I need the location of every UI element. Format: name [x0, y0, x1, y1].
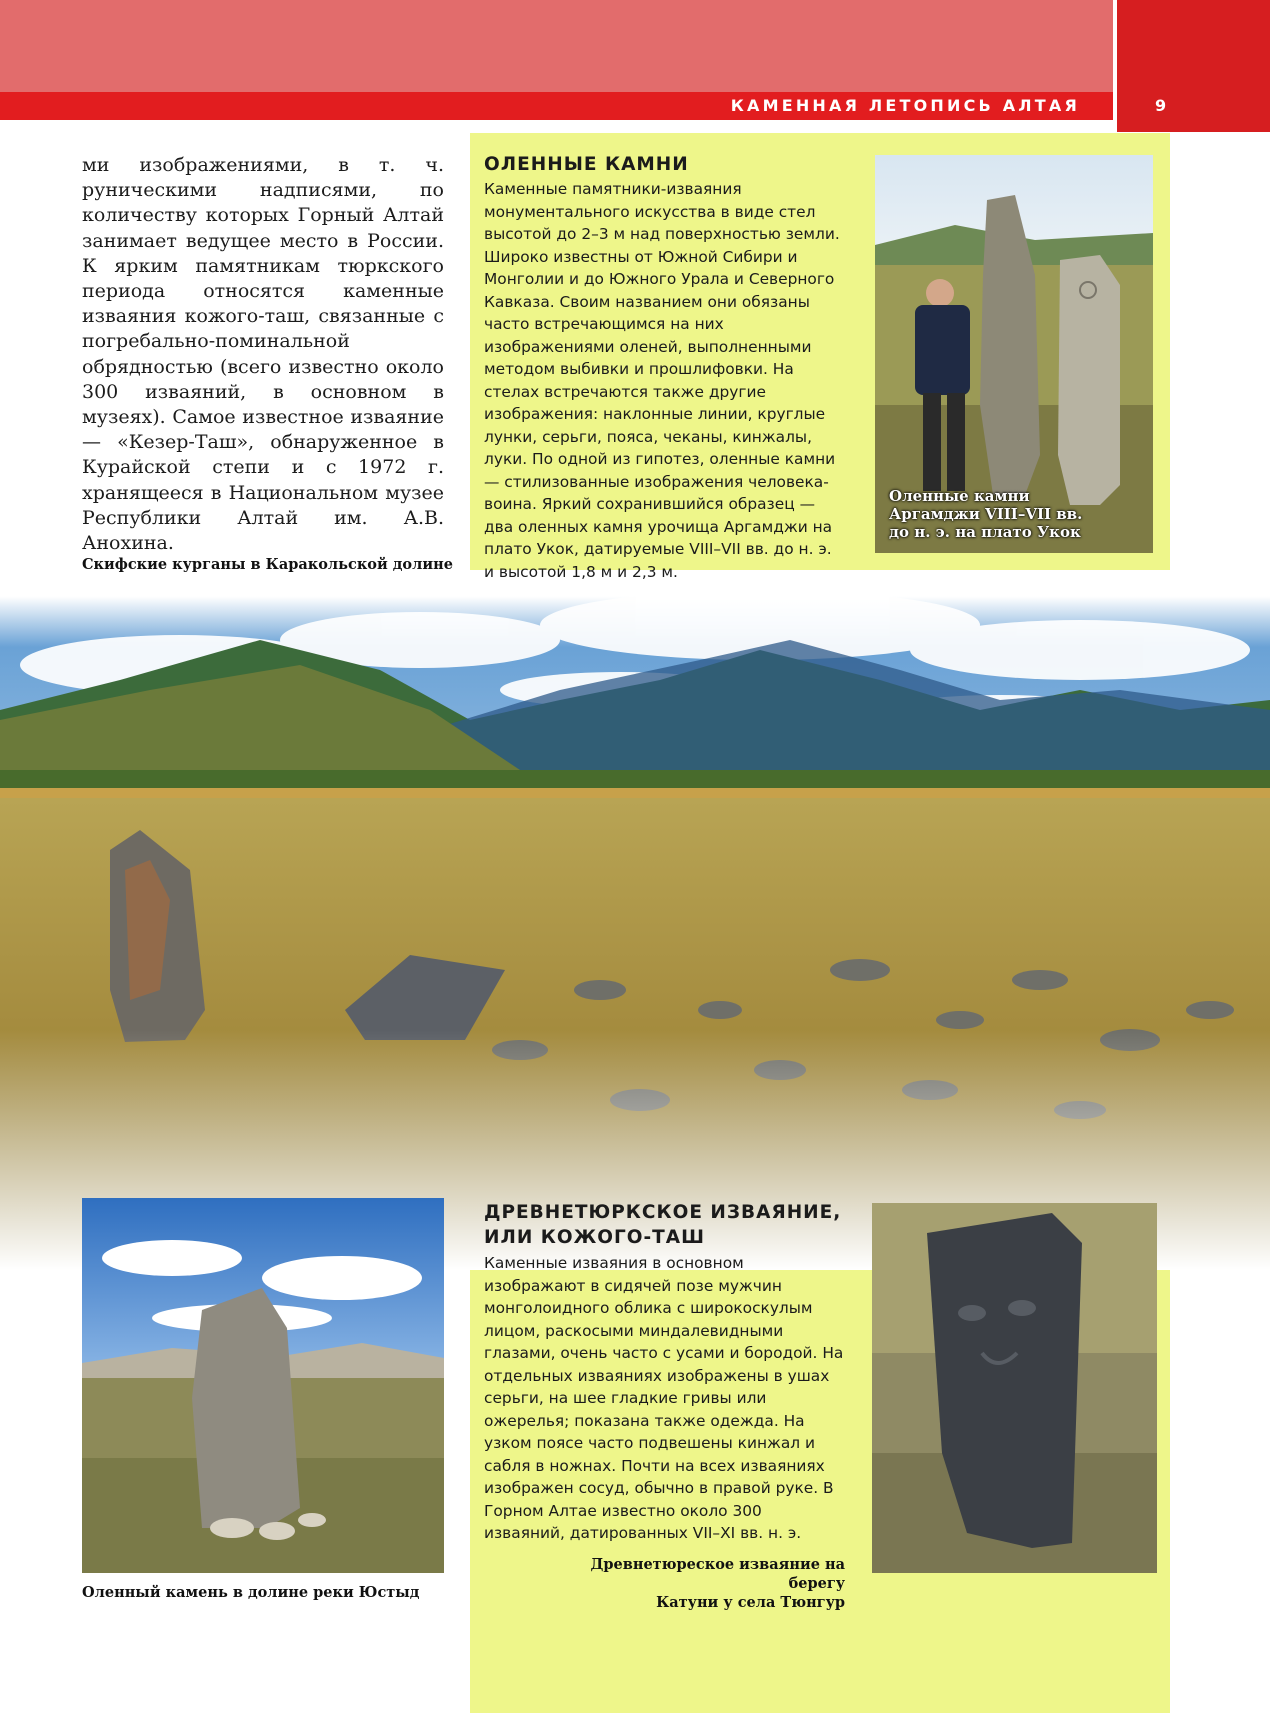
page-number-box [1117, 0, 1270, 132]
deer-stones-text: Каменные памятники-изваяния монументального искусства в виде стел высотой до 2–3 м над поверхностью земли. Широко известны от Южной Сибири и Монголии и до Южного Урала и Северного Кавказа. Своим названием они обязаны часто встречающимся на них изображениями оленей, выполненными методом выбивки и прошлифовки. На стелах встречаются также другие изображения: наклонные линии, круглые лунки, серьги, пояса, чеканы, кинжалы, луки. По одной из гипотез, оленные камни — стилизованные изображения человека-воина. Яркий сохранившийся образец — два оленных камня урочища Аргамджи на плато Укок, датируемые VIII–VII вв. до н. э. и высотой 1,8 м и 2,3 м. [484, 180, 840, 581]
kozhogo-tash-text: Каменные изваяния в основном изображают в сидячей позе мужчин монголоидного облика с широкоскулым лицом, раскосыми миндалевидными глазами, очень часто с усами и бородой. На отдельных изваяниях изображены в ушах серьги, на шее гладкие гривы или ожерелья; показана также одежда. На узком поясе часто подвешены кинжал и сабля в ножнах. Почти на всех изваяниях изображен сосуд, обычно в правой руке. В Горном Алтае известно около 300 изваяний, датированных VII–XI вв. н. э. [484, 1254, 844, 1542]
deer-stones-photo-caption: Оленные камни Аргамджи VIII–VII вв. до н. э. на плато Укок [889, 487, 1083, 541]
deer-stones-title: ОЛЕННЫЕ КАМНИ [484, 154, 689, 175]
running-title: КАМЕННАЯ ЛЕТОПИСЬ АЛТАЯ [730, 96, 1080, 115]
kozhogo-tash-photo-caption: Древнетюреское изваяние на берегу Катуни у села Тюнгур [590, 1556, 845, 1611]
panorama-caption: Скифские курганы в Каракольской долине [82, 556, 453, 573]
deer-stone-valley-caption: Оленный камень в долине реки Юстыд [82, 1584, 420, 1601]
kozhogo-tash-photo [872, 1203, 1157, 1573]
deer-stone-valley-photo [82, 1198, 444, 1573]
intro-paragraph: ми изображениями, в т. ч. руническими надписями, по количеству которых Горный Алтай занимает ведущее место в России. К ярким памятникам тюркского периода относятся каменные изваяния кожого-таш, связанные с погребально-поминальной обрядностью (всего известно около 300 изваяний, в основном в музеях). Самое известное изваяние — «Кезер-Таш», обнаруженное в Курайской степи и с 1972 г. хранящееся в Национальном музее Республики Алтай им. А.В. Анохина. [82, 154, 444, 555]
deer-stones-photo [875, 155, 1153, 553]
panorama-photo [0, 570, 1270, 1270]
kozhogo-tash-title: ДРЕВНЕТЮРКСКОЕ ИЗВАЯНИЕ, ИЛИ КОЖОГО-ТАШ [484, 1202, 842, 1248]
page-number: 9 [1155, 96, 1167, 115]
header-band [0, 0, 1113, 92]
